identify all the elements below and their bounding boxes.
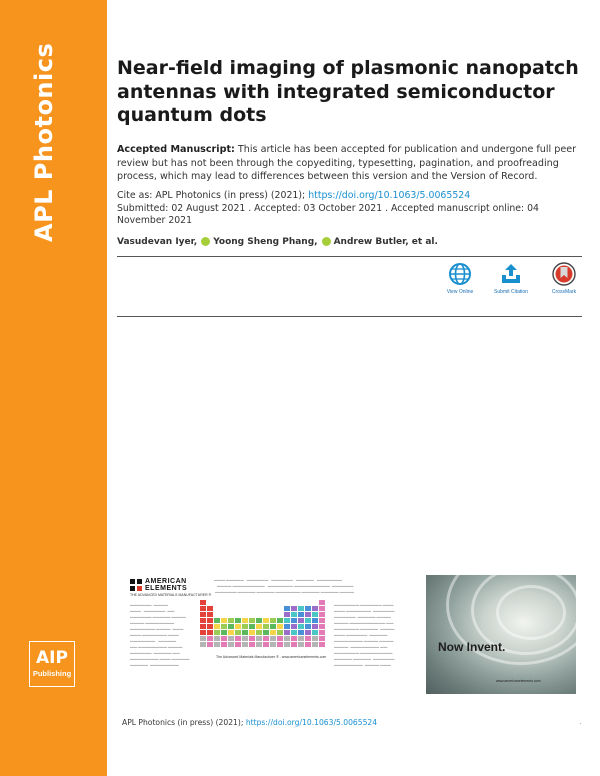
element-cell <box>235 630 241 635</box>
element-cell <box>200 642 206 647</box>
element-cell <box>305 630 311 635</box>
element-cell <box>207 606 213 611</box>
author-name[interactable]: Andrew Butler, et al. <box>333 237 438 247</box>
element-cell <box>214 618 220 623</box>
ad-swirl <box>496 585 566 640</box>
element-cell <box>263 618 269 623</box>
divider-bottom <box>117 316 582 317</box>
ad-word-cloud-left: ▬▬▬▬▬▬ ▬▬▬▬ ▬▬▬ ▬▬▬▬▬▬ ▬▬ ▬▬▬▬▬▬ ▬▬▬▬▬ ▬▬▬▬ ▬▬▬▬ ▬▬▬▬▬▬▬▬ ▬▬▬▬▬▬▬ ▬▬▬▬ ▬▬▬ ▬▬▬ ▬▬▬▬▬▬▬ ▬▬▬ ▬▬▬▬▬▬▬ ▬▬▬▬▬ ▬▬ ▬▬▬▬▬▬▬▬ ▬▬▬▬ ▬▬▬▬▬▬ ▬▬▬▬▬ ▬▬ ▬▬▬▬▬▬▬▬ ▬▬▬ ▬▬▬▬▬ ▬▬▬▬▬ ▬▬▬▬▬▬▬▬ <box>130 603 190 667</box>
advertisement-banner[interactable] <box>128 575 576 694</box>
element-cell <box>263 624 269 629</box>
accepted-label: Accepted Manuscript: <box>117 144 235 155</box>
element-cell <box>214 642 220 647</box>
element-cell <box>305 606 311 611</box>
element-cell <box>312 606 318 611</box>
element-cell <box>221 618 227 623</box>
element-cell <box>319 642 325 647</box>
element-cell <box>200 624 206 629</box>
element-cell <box>249 624 255 629</box>
article-title: Near-field imaging of plasmonic nanopatch antennas with integrated semiconductor quantum dots <box>117 57 579 126</box>
crossmark-icon <box>552 262 576 286</box>
element-cell <box>319 600 325 605</box>
ad-slogan: Now Invent. <box>438 640 506 654</box>
element-cell <box>291 606 297 611</box>
element-cell <box>305 618 311 623</box>
element-cell <box>312 618 318 623</box>
element-cell <box>200 618 206 623</box>
ad-brand-text <box>145 578 187 592</box>
element-cell <box>207 636 213 641</box>
crossmark-label: CrossMark <box>551 289 577 295</box>
element-cell <box>270 624 276 629</box>
ad-word-cloud-top: ▬▬▬ ▬▬▬▬▬ ▬▬▬▬▬▬ ▬▬▬▬▬▬ ▬▬▬▬▬ ▬▬▬▬▬▬▬ ▬▬▬▬ ▬▬▬▬▬▬▬▬▬ ▬▬▬▬▬▬▬ ▬▬▬▬▬▬▬▬▬▬ ▬▬▬▬▬▬ ▬▬▬▬▬▬ ▬▬▬▬▬ ▬▬▬▬▬ ▬▬▬▬▬▬▬ ▬▬▬▬▬ ▬▬▬▬▬ ▬▬▬▬ <box>214 578 354 594</box>
footer-doi-link[interactable]: https://doi.org/10.1063/5.0065524 <box>245 718 378 727</box>
element-cell <box>242 636 248 641</box>
element-cell <box>200 600 206 605</box>
element-cell <box>249 618 255 623</box>
author-list <box>117 237 587 247</box>
element-cell <box>221 630 227 635</box>
element-cell <box>291 630 297 635</box>
element-cell <box>270 630 276 635</box>
cite-label: Cite as: APL Photonics (in press) (2021); <box>117 190 306 201</box>
ad-brand-logo <box>130 578 187 592</box>
accepted-text: This article has been accepted for publication and undergone full peer review but has not been through the copyediting, typesetting, pagination, and proofreading process, which may lead to differences between this version and the Version of Record. <box>117 144 577 182</box>
element-cell <box>249 630 255 635</box>
crossmark-button[interactable] <box>544 262 584 295</box>
element-cell <box>207 612 213 617</box>
element-cell <box>242 618 248 623</box>
element-cell <box>298 618 304 623</box>
element-cell <box>263 630 269 635</box>
author-name[interactable]: Yoong Sheng Phang, <box>213 237 318 247</box>
element-cell <box>256 642 262 647</box>
element-cell <box>228 642 234 647</box>
ad-word-cloud-right: ▬▬▬▬▬▬▬ ▬▬▬▬▬▬ ▬▬▬ ▬▬▬ ▬▬▬▬▬▬▬ ▬▬▬▬▬▬ ▬▬▬▬▬▬ ▬▬▬▬▬ ▬▬▬▬ ▬▬▬▬ ▬▬▬▬▬▬▬▬▬▬ ▬▬ ▬▬▬▬▬▬▬ ▬▬▬▬▬ ▬▬▬▬ ▬▬▬ ▬▬▬▬▬▬ ▬▬▬▬▬ ▬▬▬▬▬▬▬▬ ▬▬▬▬ ▬▬▬▬ ▬▬▬▬ ▬▬▬▬▬▬▬▬ ▬▬ ▬▬▬▬▬▬▬ ▬▬▬▬▬▬▬▬▬ ▬▬▬▬▬ ▬▬▬▬▬ ▬▬▬▬▬▬ ▬▬▬▬▬▬▬▬ ▬▬▬▬ ▬▬▬ <box>334 603 395 667</box>
element-cell <box>221 642 227 647</box>
element-cell <box>284 642 290 647</box>
element-cell <box>277 630 283 635</box>
element-cell <box>228 636 234 641</box>
element-cell <box>305 642 311 647</box>
element-cell <box>214 624 220 629</box>
element-cell <box>235 618 241 623</box>
element-cell <box>228 624 234 629</box>
element-cell <box>312 624 318 629</box>
element-cell <box>242 630 248 635</box>
cite-as <box>117 190 587 202</box>
element-cell <box>200 636 206 641</box>
element-cell <box>270 618 276 623</box>
element-cell <box>207 642 213 647</box>
element-cell <box>305 612 311 617</box>
divider-top <box>117 256 582 257</box>
element-cell <box>270 636 276 641</box>
element-cell <box>235 642 241 647</box>
element-cell <box>256 630 262 635</box>
element-cell <box>200 606 206 611</box>
element-cell <box>298 636 304 641</box>
ad-caption: The Advanced Materials Manufacturer ® - www.americanelements.com <box>216 655 327 659</box>
element-cell <box>284 618 290 623</box>
element-cell <box>256 636 262 641</box>
element-cell <box>319 606 325 611</box>
element-cell <box>228 630 234 635</box>
element-cell <box>298 606 304 611</box>
footer-cite: APL Photonics (in press) (2021); <box>122 718 244 727</box>
page-footer <box>122 718 592 727</box>
element-cell <box>291 642 297 647</box>
logo-subtext: Publishing <box>32 669 72 678</box>
element-cell <box>277 618 283 623</box>
element-cell <box>312 612 318 617</box>
element-cell <box>221 624 227 629</box>
element-cell <box>277 636 283 641</box>
element-cell <box>249 636 255 641</box>
element-cell <box>249 642 255 647</box>
author-name[interactable]: Vasudevan Iyer, <box>117 237 198 247</box>
article-actions <box>440 262 590 302</box>
submit-citation-button[interactable] <box>491 262 531 295</box>
element-grid-icon <box>130 579 142 591</box>
element-cell <box>305 636 311 641</box>
ad-brand-line1: AMERICAN <box>145 578 187 585</box>
element-cell <box>319 612 325 617</box>
element-cell <box>298 642 304 647</box>
element-cell <box>284 624 290 629</box>
element-cell <box>291 618 297 623</box>
element-cell <box>270 642 276 647</box>
element-cell <box>235 636 241 641</box>
element-cell <box>200 630 206 635</box>
element-cell <box>277 624 283 629</box>
element-cell <box>242 624 248 629</box>
element-cell <box>242 642 248 647</box>
element-cell <box>256 624 262 629</box>
element-cell <box>312 630 318 635</box>
element-cell <box>291 636 297 641</box>
element-cell <box>312 636 318 641</box>
element-cell <box>319 624 325 629</box>
element-cell <box>298 630 304 635</box>
element-cell <box>319 630 325 635</box>
element-cell <box>214 636 220 641</box>
submit-citation-label: Submit Citation <box>494 289 528 295</box>
element-cell <box>298 612 304 617</box>
footer-mark: . <box>580 720 582 726</box>
element-cell <box>312 642 318 647</box>
element-cell <box>256 618 262 623</box>
ad-image-panel <box>426 575 576 694</box>
ad-fine-print: www.americanelements.com <box>496 679 541 683</box>
logo-wordmark: AIP <box>36 648 68 668</box>
doi-link[interactable]: https://doi.org/10.1063/5.0065524 <box>308 190 471 201</box>
element-cell <box>284 630 290 635</box>
element-cell <box>207 618 213 623</box>
ad-left-panel <box>128 575 426 694</box>
element-cell <box>263 636 269 641</box>
accepted-manuscript-notice <box>117 143 587 184</box>
export-icon <box>499 262 523 286</box>
element-cell <box>263 642 269 647</box>
view-online-label: View Online <box>446 289 474 295</box>
orcid-icon[interactable] <box>201 237 210 246</box>
element-cell <box>319 618 325 623</box>
aip-publishing-logo[interactable] <box>29 641 75 687</box>
view-online-button[interactable] <box>440 262 480 295</box>
globe-icon <box>448 262 472 286</box>
publication-dates: Submitted: 02 August 2021 . Accepted: 03 October 2021 . Accepted manuscript online: 04 November 2021 <box>117 203 539 226</box>
ad-brand-line2: ELEMENTS <box>145 585 188 592</box>
ad-tagline: THE ADVANCED MATERIALS MANUFACTURER ® <box>130 593 212 597</box>
element-cell <box>200 612 206 617</box>
journal-sidebar <box>0 0 107 776</box>
element-cell <box>207 624 213 629</box>
element-cell <box>207 630 213 635</box>
element-cell <box>284 636 290 641</box>
element-cell <box>298 624 304 629</box>
element-cell <box>221 636 227 641</box>
element-cell <box>228 618 234 623</box>
element-cell <box>291 624 297 629</box>
element-cell <box>305 624 311 629</box>
element-cell <box>291 612 297 617</box>
element-cell <box>284 612 290 617</box>
element-cell <box>277 642 283 647</box>
orcid-icon[interactable] <box>322 237 331 246</box>
element-cell <box>319 636 325 641</box>
element-cell <box>214 630 220 635</box>
element-cell <box>284 606 290 611</box>
element-cell <box>235 624 241 629</box>
journal-name: APL Photonics <box>30 42 58 242</box>
